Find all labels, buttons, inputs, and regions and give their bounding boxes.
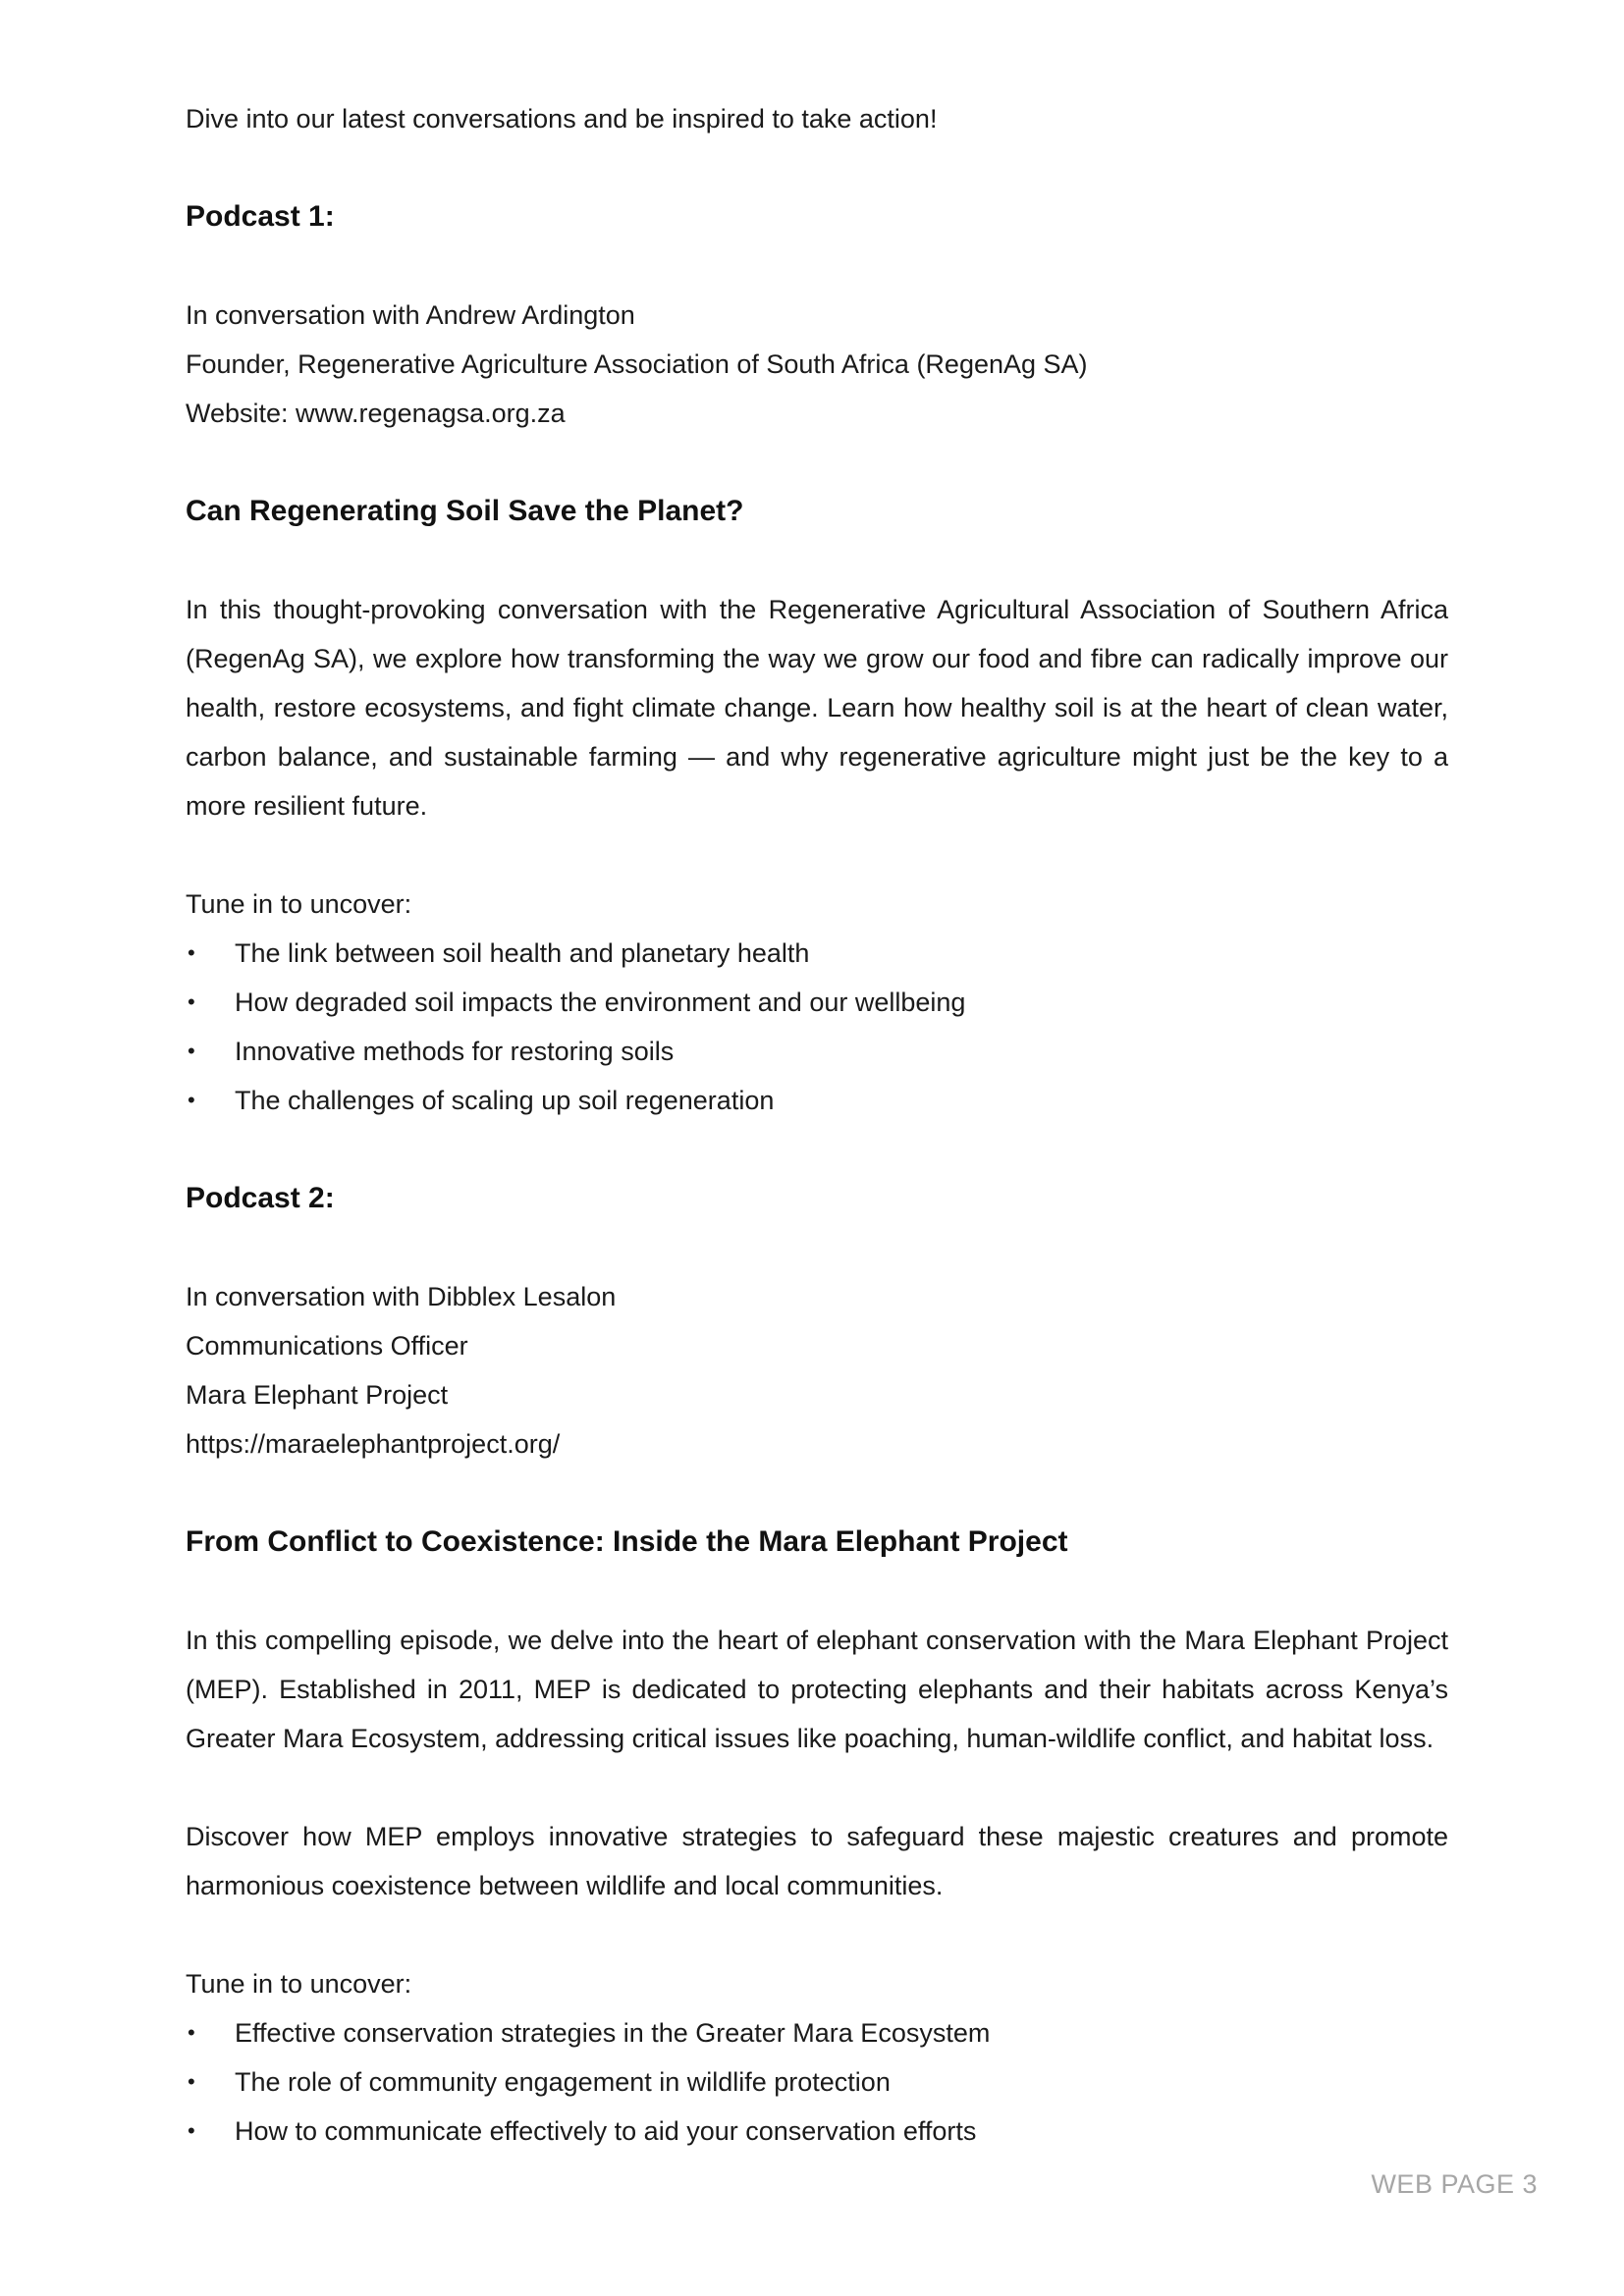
list-item-text: How to communicate effectively to aid your conservation efforts bbox=[235, 2116, 977, 2146]
bullet-icon: • bbox=[188, 940, 195, 965]
podcast2-description: In this compelling episode, we delve into the heart of elephant conservation with the Mara Elephant Project (MEP). Established in 2011, MEP is dedicated to protecting elephants and their habitats across Kenya’s Greater Mara Ecosystem, addressing critical issues like poaching, human-wildlife conflict, and habitat loss. bbox=[186, 1626, 1448, 1753]
bullet-icon: • bbox=[188, 2020, 195, 2045]
list-item-text: The link between soil health and planetary health bbox=[235, 938, 810, 968]
podcast1-website: Website: www.regenagsa.org.za bbox=[186, 399, 566, 428]
podcast2-title: From Conflict to Coexistence: Inside the Mara Elephant Project bbox=[186, 1525, 1068, 1558]
list-item-text: Effective conservation strategies in the Greater Mara Ecosystem bbox=[235, 2018, 991, 2048]
list-item-text: Innovative methods for restoring soils bbox=[235, 1037, 675, 1066]
bullet-icon: • bbox=[188, 2118, 195, 2143]
podcast2-guest-line: In conversation with Dibblex Lesalon bbox=[186, 1282, 617, 1311]
podcast1-tune-in: Tune in to uncover: bbox=[186, 889, 412, 919]
intro-text: Dive into our latest conversations and be inspired to take action! bbox=[186, 104, 938, 133]
bullet-icon: • bbox=[188, 1039, 195, 1063]
list-item bbox=[186, 978, 1448, 1027]
list-item-text: How degraded soil impacts the environment and our wellbeing bbox=[235, 988, 966, 1017]
list-item-text: The challenges of scaling up soil regeneration bbox=[235, 1086, 775, 1115]
page-content bbox=[186, 94, 1448, 2156]
podcast1-guest-info bbox=[186, 291, 1448, 438]
list-item bbox=[186, 2057, 1448, 2107]
podcast1-description: In this thought-provoking conversation with the Regenerative Agricultural Association of Southern Africa (RegenAg SA), we explore how transforming the way we grow our food and fibre can radically improve our health, restore ecosystems, and fight climate change. Learn how healthy soil is at the heart of clean water, carbon balance, and sustainable farming — and why regenerative agriculture might just be the key to a more resilient future. bbox=[186, 595, 1448, 821]
podcast2-guest-line: Communications Officer bbox=[186, 1331, 468, 1361]
bullet-icon: • bbox=[188, 2069, 195, 2094]
podcast1-guest-line: In conversation with Andrew Ardington bbox=[186, 300, 635, 330]
podcast1-title: Can Regenerating Soil Save the Planet? bbox=[186, 495, 744, 527]
podcast2-website: https://maraelephantproject.org/ bbox=[186, 1429, 561, 1459]
podcast2-description-2: Discover how MEP employs innovative strategies to safeguard these majestic creatures and promote harmonious coexistence between wildlife and local communities. bbox=[186, 1822, 1448, 1900]
podcast1-guest-line: Founder, Regenerative Agriculture Association of South Africa (RegenAg SA) bbox=[186, 349, 1088, 379]
list-item-text: The role of community engagement in wildlife protection bbox=[235, 2067, 891, 2097]
podcast1-bullet-list bbox=[186, 929, 1448, 1125]
list-item bbox=[186, 2107, 1448, 2156]
podcast2-bullet-list bbox=[186, 2008, 1448, 2156]
podcast2-guest-info bbox=[186, 1272, 1448, 1468]
list-item bbox=[186, 929, 1448, 978]
list-item bbox=[186, 1076, 1448, 1125]
podcast2-tune-in: Tune in to uncover: bbox=[186, 1969, 412, 1999]
page-footer: WEB PAGE 3 bbox=[1371, 2169, 1538, 2199]
podcast2-heading: Podcast 2: bbox=[186, 1182, 335, 1214]
list-item bbox=[186, 2008, 1448, 2057]
podcast2-guest-line: Mara Elephant Project bbox=[186, 1380, 449, 1410]
bullet-icon: • bbox=[188, 1088, 195, 1112]
podcast1-heading: Podcast 1: bbox=[186, 200, 335, 233]
list-item bbox=[186, 1027, 1448, 1076]
bullet-icon: • bbox=[188, 989, 195, 1014]
